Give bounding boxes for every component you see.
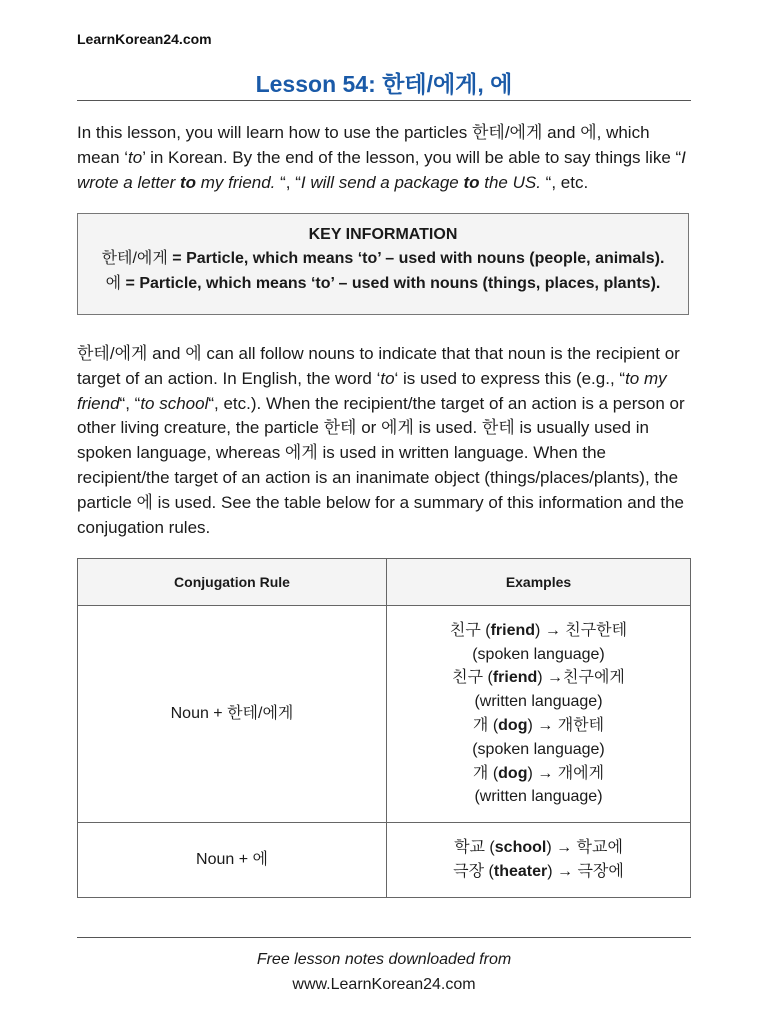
example-line: 개 (dog) → 개에게 xyxy=(472,764,605,782)
examples-cell xyxy=(387,606,691,823)
header-conjugation-rule: Conjugation Rule xyxy=(78,559,387,606)
key-information-heading: KEY INFORMATION xyxy=(308,226,458,243)
example-line: (written language) xyxy=(474,693,603,711)
footer xyxy=(77,947,691,997)
intro-text: In this lesson, you will learn how to use the particles 한테/에게 and 에, which mean ‘ xyxy=(77,123,650,167)
intro-text: ’ in Korean. By the end of the lesson, you will be able to say things like “ xyxy=(142,147,682,167)
example-line: 친구 (friend) →친구에게 xyxy=(452,669,625,687)
footer-url: www.LearnKorean24.com xyxy=(292,976,476,993)
footer-divider xyxy=(77,937,691,938)
key-information-box xyxy=(77,213,689,315)
header-examples: Examples xyxy=(387,559,691,606)
example-line: 학교 (school) → 학교에 xyxy=(454,839,623,857)
table-row xyxy=(78,606,691,823)
key-information-line-1: 한테/에게 = Particle, which means ‘to’ – used with nouns (people, animals). xyxy=(101,250,665,267)
example-line: 개 (dog) → 개한테 xyxy=(472,717,605,734)
example-line: 극장 (theater) → 극장에 xyxy=(453,863,624,880)
body-to: to xyxy=(380,368,395,388)
explanation-paragraph: 한테/에게 and 에 can all follow nouns to indicate that that noun is the recipient or target of an action. In English, the word ‘to‘ is used to express this (e.g., “to my friend“, “to school“, etc.). When the recipient/the target of an action is a person or other living creature, the particle 한테 or 에게 is used. 한테 is usually used in spoken language, whereas 에게 is used in written language. When the recipient/the target of an action is an inanimate object (things/places/plants), the particle 에 is used. See the table below for a summary of this information and the conjugation rules. xyxy=(77,344,685,537)
rule-cell: Noun + 에 xyxy=(78,823,387,898)
conjugation-table xyxy=(77,558,691,898)
intro-text: “, “ xyxy=(280,172,301,192)
example-line: (written language) xyxy=(474,788,603,806)
intro-paragraph xyxy=(77,121,691,195)
table-header-row xyxy=(78,559,691,606)
rule-cell: Noun + 한테/에게 xyxy=(78,606,387,823)
example-line: (spoken language) xyxy=(472,740,605,758)
lesson-title: Lesson 54: 한테/에게, 에 xyxy=(255,71,513,97)
table-row xyxy=(78,823,691,898)
examples-cell xyxy=(387,823,691,898)
intro-text: “, etc. xyxy=(545,172,589,192)
intro-to: to xyxy=(128,147,143,167)
example-line: 친구 (friend) → 친구한테 xyxy=(449,621,628,639)
intro-example-1: I wrote a letter to my friend. xyxy=(77,147,686,192)
intro-example-2: I will send a package to the US. xyxy=(300,172,546,192)
body-example-1: to my friend xyxy=(77,368,667,413)
footer-line-1: Free lesson notes downloaded from xyxy=(256,951,512,968)
key-information-line-2: 에 = Particle, which means ‘to’ – used with nouns (things, places, plants). xyxy=(105,275,661,292)
site-header: LearnKorean24.com xyxy=(77,31,212,47)
example-line: (spoken language) xyxy=(472,645,605,663)
body-example-2: to school xyxy=(140,393,209,413)
title-divider xyxy=(77,100,691,101)
